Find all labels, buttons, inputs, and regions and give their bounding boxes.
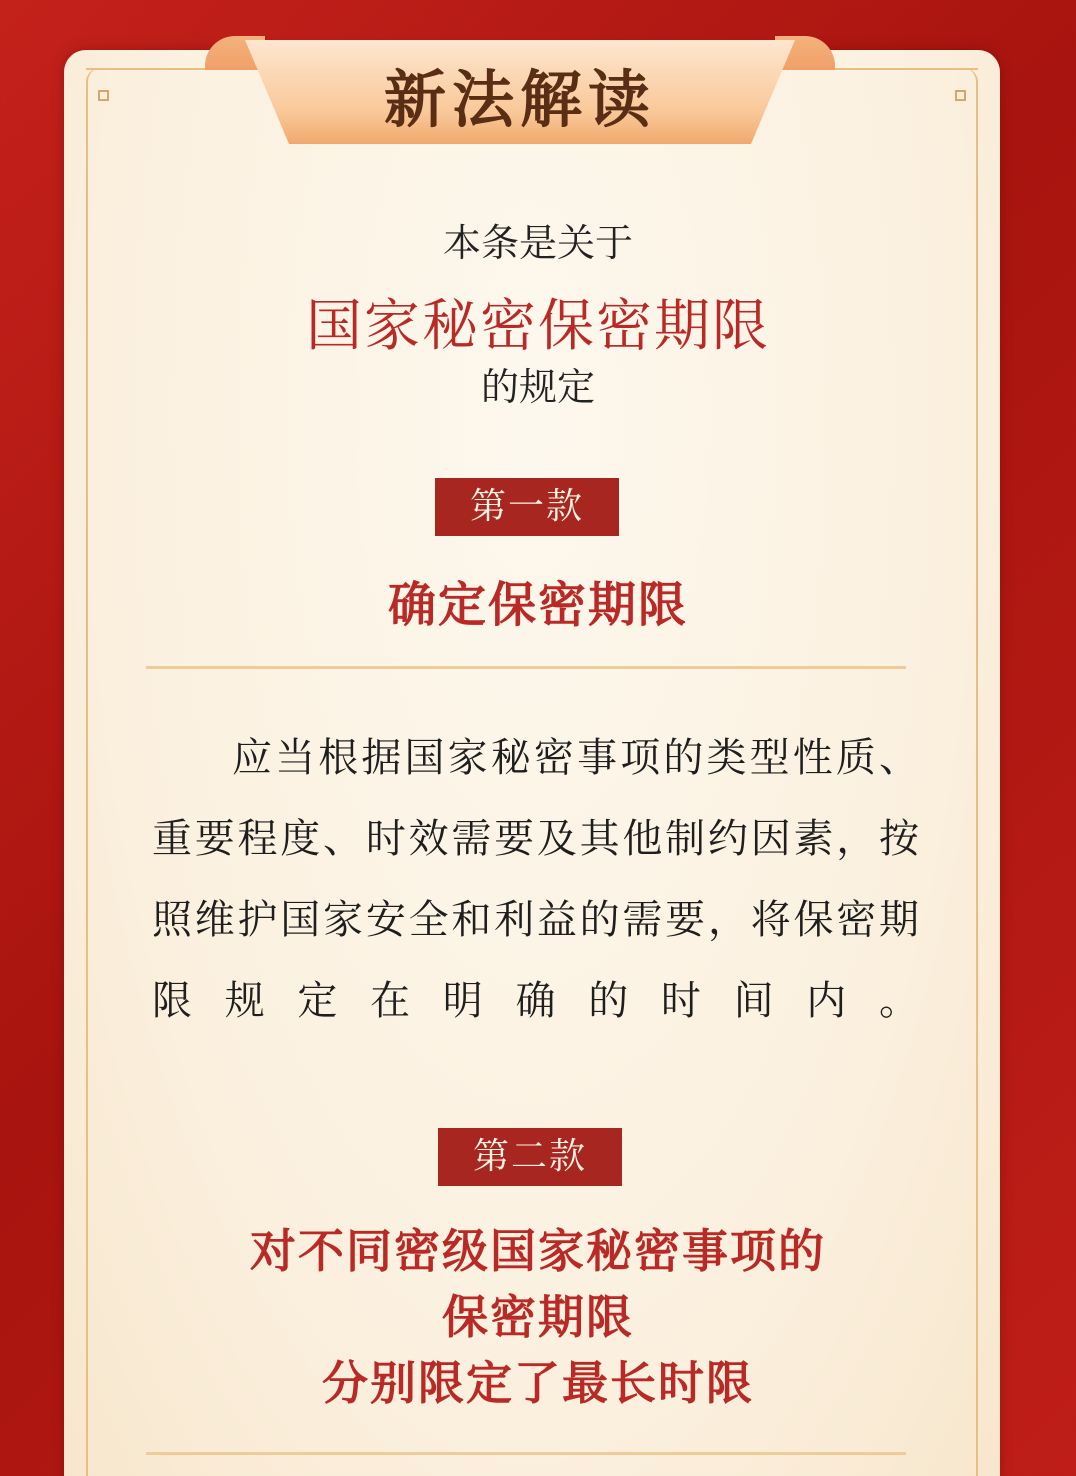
- corner-square-right: [955, 90, 966, 101]
- clause1-badge: 第一款: [435, 478, 619, 536]
- intro-suffix: 的规定: [480, 365, 595, 409]
- intro-line: 本条是关于: [442, 221, 633, 265]
- clause2-heading-line: 保密期限: [442, 1290, 634, 1344]
- clause2-badge: 第二款: [438, 1128, 622, 1186]
- clause1-body: [152, 718, 920, 1042]
- page-title: 新法解读: [383, 63, 656, 136]
- divider: [146, 1452, 906, 1455]
- clause2-heading-line: 对不同密级国家秘密事项的: [250, 1224, 826, 1278]
- corner-square-left: [98, 90, 109, 101]
- frame-line-right: [828, 68, 978, 70]
- divider: [146, 666, 906, 669]
- title-ribbon: [205, 30, 835, 150]
- clause1-heading: 确定保密期限: [387, 577, 688, 633]
- clause2-heading-line: 分别限定了最长时限: [322, 1356, 754, 1410]
- clause2-heading: [0, 1218, 1076, 1416]
- clause1-paragraph: 应当根据国家秘密事项的类型性质、重要程度、时效需要及其他制约因素，按照维护国家安全和利益的需要，将保密期限规定在明确的时间内。: [152, 735, 920, 1024]
- intro-subject: 国家秘密保密期限: [306, 294, 770, 359]
